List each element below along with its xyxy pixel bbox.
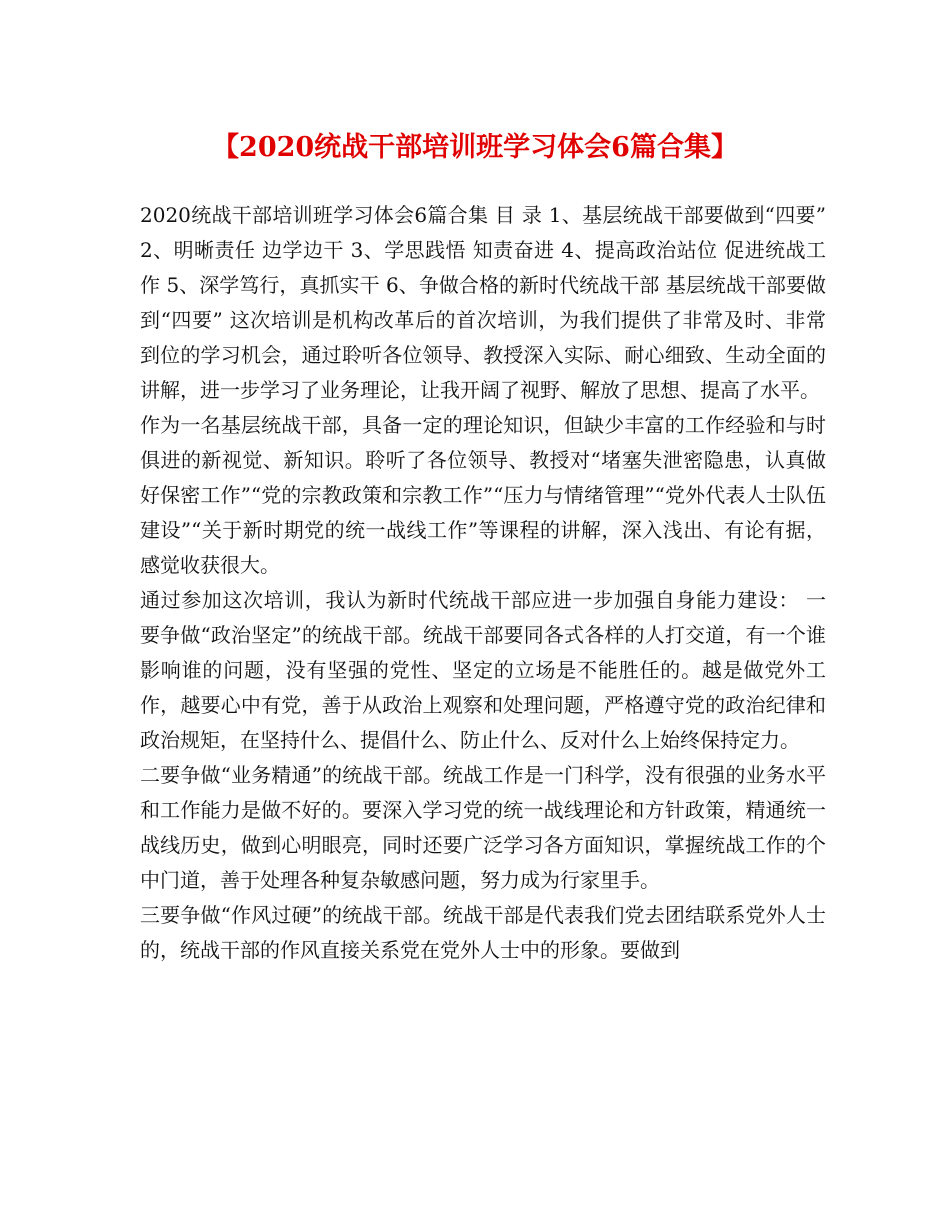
paragraph: 通过参加这次培训，我认为新时代统战干部应进一步加强自身能力建设： 一要争做“政治坚定”的统战干部。统战干部要同各式各样的人打交道，有一个谁影响谁的问题，没有坚强的党性、坚定的立场是不能胜任的。越是做党外工作，越要心中有党，善于从政治上观察和处理问题，严格遵守党的政治纪律和政治规矩，在坚持什么、提倡什么、防止什么、反对什么上始终保持定力。 <box>140 588 826 752</box>
paragraph: 三要争做“作风过硬”的统战干部。统战干部是代表我们党去团结联系党外人士的，统战干部的作风直接关系党在党外人士中的形象。要做到 <box>140 903 826 962</box>
document-body <box>140 198 826 968</box>
paragraph: 2020统战干部培训班学习体会6篇合集 目 录 1、基层统战干部要做到“四要” 2、明晰责任 边学边干 3、学思践悟 知责奋进 4、提高政治站位 促进统战工作 5、深学笃行，真抓实干 6、争做合格的新时代统战干部 基层统战干部要做到“四要” 这次培训是机构改革后的首次培训，为我们提供了非常及时、非常到位的学习机会，通过聆听各位领导、教授深入实际、耐心细致、生动全面的讲解，进一步学习了业务理论，让我开阔了视野、解放了思想、提高了水平。 <box>140 203 826 402</box>
paragraph: 二要争做“业务精通”的统战干部。统战工作是一门科学，没有很强的业务水平和工作能力是做不好的。要深入学习党的统一战线理论和方针政策，精通统一战线历史，做到心明眼亮，同时还要广泛学习各方面知识，掌握统战工作的个中门道，善于处理各种复杂敏感问题，努力成为行家里手。 <box>140 763 826 892</box>
paragraph: 作为一名基层统战干部，具备一定的理论知识，但缺少丰富的工作经验和与时俱进的新视觉、新知识。聆听了各位领导、教授对“堵塞失泄密隐患，认真做好保密工作”“党的宗教政策和宗教工作”“压力与情绪管理”“党外代表人士队伍建设”“关于新时期党的统一战线工作”等课程的讲解，深入浅出、有论有据，感觉收获很大。 <box>140 413 826 577</box>
document-title: 【2020统战干部培训班学习体会6篇合集】 <box>212 132 738 163</box>
